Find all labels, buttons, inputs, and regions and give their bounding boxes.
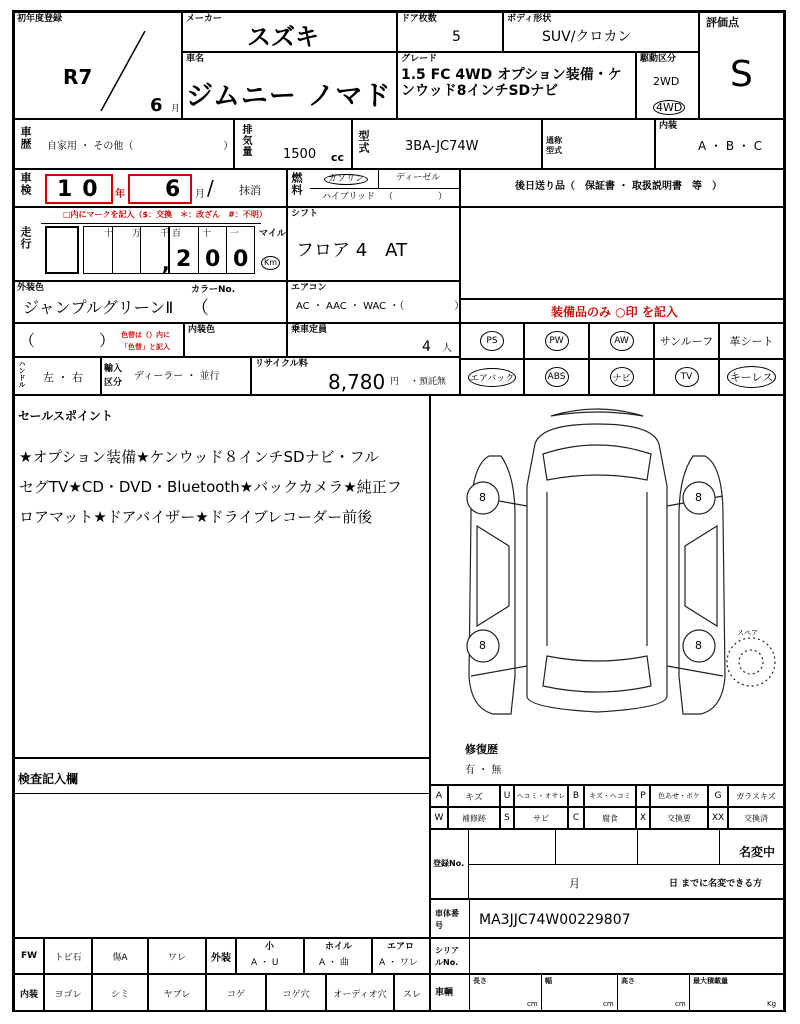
unit-1: 万 bbox=[132, 229, 142, 239]
capacity-unit: 人 bbox=[442, 343, 452, 354]
equip-airbag: エアバック bbox=[460, 359, 524, 395]
doors-value: 5 bbox=[452, 29, 461, 45]
carname-label: 車名 bbox=[186, 54, 205, 64]
dims-length: 長さ bbox=[473, 977, 487, 985]
damage-crack: ワレ bbox=[148, 938, 206, 974]
dims-box bbox=[430, 974, 784, 1012]
dims-label: 車輌 bbox=[435, 988, 454, 998]
mileage-mark-box bbox=[45, 226, 79, 274]
equip-aw: AW bbox=[589, 323, 654, 359]
fuel-gas: ガソリン bbox=[324, 174, 368, 185]
reg-era: R7 bbox=[63, 65, 93, 89]
import-options: ディーラー ・ 並行 bbox=[134, 371, 220, 382]
fuel-label: 燃料 bbox=[290, 172, 303, 196]
interior-grade-options: A ・ B ・ C bbox=[698, 139, 763, 153]
equipment-grid bbox=[460, 323, 784, 395]
recycle-deposit: ・預託無 bbox=[410, 377, 447, 387]
damage-rub: スレ bbox=[394, 974, 430, 1012]
vin-box bbox=[430, 899, 784, 938]
ext-color-no-label: カラーNo. bbox=[191, 285, 236, 295]
recycle-box bbox=[251, 357, 460, 395]
equip-pw: PW bbox=[524, 323, 589, 359]
body-label: ボディ形状 bbox=[507, 14, 552, 24]
tire-mark-fr: 8 bbox=[695, 491, 702, 504]
damage-aero bbox=[372, 938, 430, 974]
score-value: S bbox=[730, 54, 753, 95]
equip-keyless: キーレス bbox=[719, 359, 784, 395]
recycle-unit: 円 bbox=[390, 377, 400, 387]
inspection-box bbox=[14, 169, 287, 207]
legend-C-text: 腐食 bbox=[584, 807, 636, 829]
maker-box bbox=[182, 12, 397, 52]
legend-A: A bbox=[430, 785, 448, 807]
dims-width: 幅 bbox=[545, 977, 552, 985]
post-items-text: 後日送り品（ 保証書 ・ 取扱説明書 等 ） bbox=[515, 181, 722, 192]
damage-stone: トビ石 bbox=[44, 938, 92, 974]
grade-box bbox=[397, 52, 636, 119]
serial-box bbox=[430, 938, 784, 974]
legend-C: C bbox=[568, 807, 584, 829]
inspection-month-box bbox=[128, 174, 192, 204]
displacement-unit: cc bbox=[331, 151, 345, 164]
legend-U-text: ヘコミ・オサレ bbox=[514, 785, 568, 807]
recycle-value: 8,780 bbox=[328, 370, 386, 394]
vin-label: 車体番号 bbox=[435, 909, 459, 930]
damage-ext-label: 外装 bbox=[206, 938, 236, 974]
equip-sunroof: サンルーフ bbox=[654, 323, 719, 359]
dims-width-unit: cm bbox=[603, 1000, 614, 1008]
doors-box bbox=[397, 12, 503, 52]
carname-value: ジムニー ノマド bbox=[186, 81, 392, 112]
inspection-note-label: 検査記入欄 bbox=[18, 772, 79, 786]
interior-color-box bbox=[184, 323, 287, 357]
color-paren: （ ） bbox=[19, 331, 116, 350]
legend-W: W bbox=[430, 807, 448, 829]
post-items-box bbox=[460, 169, 784, 207]
body-box bbox=[503, 12, 699, 52]
tire-mark-rr: 8 bbox=[695, 639, 702, 652]
aircon-box bbox=[287, 281, 465, 323]
displacement-box bbox=[234, 119, 352, 169]
body-value: SUV/クロカン bbox=[542, 29, 632, 45]
repair-options: 有 ・ 無 bbox=[465, 765, 502, 776]
unit-0: 十 bbox=[104, 229, 114, 239]
sales-point-line2: セグTV★CD・DVD・Bluetooth★バックカメラ★純正フ bbox=[19, 478, 402, 496]
equip-tv: TV bbox=[654, 359, 719, 395]
vin-value: MA3JJC74W00229807 bbox=[479, 912, 631, 928]
spare-label: スペア bbox=[737, 629, 758, 637]
color-note-1: 色替は（）内に bbox=[121, 331, 170, 339]
inspection-year: 10 bbox=[57, 177, 108, 202]
tire-mark-rl: 8 bbox=[479, 639, 486, 652]
equipment-header: 装備品のみ ○印 を記入 bbox=[551, 305, 678, 319]
ext-color-value: ジャンプルグリーンⅡ bbox=[23, 298, 174, 317]
damage-small-label: 小 bbox=[265, 942, 275, 952]
legend-XX: XX bbox=[708, 807, 728, 829]
mileage-comma: , bbox=[162, 251, 170, 275]
score-label: 評価点 bbox=[706, 16, 739, 29]
legend-X: X bbox=[636, 807, 650, 829]
damage-wheel-label: ホイル bbox=[325, 942, 353, 952]
car-diagram bbox=[431, 396, 783, 756]
inspection-slash: / bbox=[207, 176, 214, 200]
drive-4wd: 4WD bbox=[653, 100, 685, 115]
equip-abs: ABS bbox=[524, 359, 589, 395]
color-note-2: 「色替」と記入 bbox=[121, 343, 170, 351]
post-items-area bbox=[460, 207, 784, 299]
legend-X-text: 交換要 bbox=[650, 807, 708, 829]
damage-burn: コゲ bbox=[206, 974, 266, 1012]
history-text: 自家用 ・ その他（ ） bbox=[47, 141, 234, 152]
interior-grade-label: 内装 bbox=[659, 121, 678, 131]
damage-wheel bbox=[304, 938, 372, 974]
digit-4: 0 bbox=[205, 247, 221, 272]
reg-label: 初年度登録 bbox=[17, 14, 63, 24]
tire-mark-fl: 8 bbox=[479, 491, 486, 504]
fuel-other: （ ） bbox=[384, 192, 448, 202]
legend-U: U bbox=[500, 785, 514, 807]
maker-value: スズキ bbox=[247, 23, 319, 51]
legend-W-text: 補修跡 bbox=[448, 807, 500, 829]
import-label: 輸入区分 bbox=[104, 364, 123, 388]
grade-label: グレード bbox=[401, 54, 438, 64]
reg-box bbox=[14, 12, 182, 119]
capacity-box bbox=[287, 323, 460, 357]
ext-color-label: 外装色 bbox=[17, 283, 45, 293]
legend-G-text: ガラスキズ bbox=[728, 785, 784, 807]
damage-small bbox=[236, 938, 304, 974]
damage-tear: ヤブレ bbox=[148, 974, 206, 1012]
drive-box bbox=[636, 52, 699, 119]
inspection-year-unit: 年 bbox=[115, 189, 125, 200]
legend-A-text: キズ bbox=[448, 785, 500, 807]
auction-sheet bbox=[12, 10, 786, 1012]
damage-aero-label: エアロ bbox=[387, 942, 415, 952]
damage-burn-hole: コゲ穴 bbox=[266, 974, 326, 1012]
handle-options: 左 ・ 右 bbox=[43, 371, 83, 384]
serial-label: シリアルNo. bbox=[435, 946, 459, 967]
legend-S: S bbox=[500, 807, 514, 829]
carname-box bbox=[182, 52, 397, 119]
mileage-box bbox=[14, 207, 287, 281]
model-label: 型式 bbox=[357, 130, 370, 154]
legend-B-text: キズ・ヘコミ bbox=[584, 785, 636, 807]
import-box bbox=[101, 357, 251, 395]
legend-G: G bbox=[708, 785, 728, 807]
digit-3: 2 bbox=[176, 247, 192, 272]
damage-wheel-opt: A ・ 曲 bbox=[319, 958, 349, 968]
sales-point-line3: ロアマット★ドアバイザー★ドライブレコーダー前後 bbox=[19, 508, 373, 526]
damage-grid bbox=[14, 938, 784, 1012]
mileage-km: Km bbox=[261, 256, 280, 270]
displacement-label: 排気量 bbox=[240, 124, 251, 157]
inspection-month: 6 bbox=[165, 177, 181, 202]
color-note-box bbox=[14, 323, 184, 357]
name-change-status: 名変中 bbox=[739, 845, 776, 859]
reg-slash bbox=[97, 31, 147, 113]
unit-2: 千 bbox=[160, 229, 170, 239]
legend-P-text: 色あせ・ボケ bbox=[650, 785, 708, 807]
legend-P: P bbox=[636, 785, 650, 807]
digit-5: 0 bbox=[233, 247, 249, 272]
ext-color-bracket: （ bbox=[191, 298, 209, 319]
repair-label: 修復歴 bbox=[465, 743, 498, 756]
unit-5: 一 bbox=[230, 229, 240, 239]
fuel-box bbox=[287, 169, 460, 207]
doors-label: ドア枚数 bbox=[401, 14, 437, 24]
dims-height: 高さ bbox=[621, 977, 635, 985]
registration-label: 登録No. bbox=[433, 859, 465, 868]
name-change-day: 日 までに名変できる方 bbox=[669, 879, 763, 889]
capacity-label: 乗車定員 bbox=[291, 325, 328, 335]
inspection-label: 車検 bbox=[19, 172, 32, 196]
shift-value: フロア 4 AT bbox=[296, 240, 408, 261]
grade-value: 1.5 FC 4WD オプション装備・ケンウッド8インチSDナビ bbox=[401, 67, 622, 99]
sales-point-line1: ★オプション装備★ケンウッド８インチSDナビ・フル bbox=[19, 448, 379, 466]
shift-box bbox=[287, 207, 460, 281]
mileage-note: □内にマークを記入（$：交換 ＊：改ざん #：不明） bbox=[63, 210, 267, 219]
registration-box bbox=[430, 829, 784, 899]
inspection-month-unit: 月 bbox=[195, 189, 205, 200]
legend-S-text: サビ bbox=[514, 807, 568, 829]
inspection-cancel: 抹消 bbox=[239, 184, 261, 197]
recycle-label: リサイクル料 bbox=[255, 359, 308, 369]
equipment-header-box bbox=[460, 299, 784, 323]
common-model-box bbox=[542, 119, 655, 169]
model-value: 3BA-JC74W bbox=[405, 139, 479, 154]
handle-label: ハンドル bbox=[18, 360, 26, 388]
history-label: 車歴 bbox=[19, 126, 32, 150]
inspection-note-box bbox=[14, 758, 430, 938]
mileage-label: 走行 bbox=[19, 226, 32, 250]
mileage-digits bbox=[83, 226, 255, 274]
dims-height-unit: cm bbox=[675, 1000, 686, 1008]
legend-B: B bbox=[568, 785, 584, 807]
model-box bbox=[352, 119, 542, 169]
sales-point-label: セールスポイント bbox=[18, 409, 113, 423]
reg-month: 6 bbox=[150, 95, 163, 116]
aircon-label: エアコン bbox=[291, 283, 327, 293]
equip-navi: ナビ bbox=[589, 359, 654, 395]
legend-XX-text: 交換済 bbox=[728, 807, 784, 829]
drive-2wd: 2WD bbox=[653, 75, 680, 88]
damage-dirt: ヨゴレ bbox=[44, 974, 92, 1012]
fuel-diesel: ディーゼル bbox=[396, 173, 441, 183]
handle-box bbox=[14, 357, 101, 395]
fuel-hybrid: ハイブリッド bbox=[322, 192, 376, 202]
common-model-label: 通称型式 bbox=[546, 136, 562, 155]
equip-ps: PS bbox=[460, 323, 524, 359]
legend-grid bbox=[430, 785, 784, 829]
damage-stain: シミ bbox=[92, 974, 148, 1012]
interior-color-label: 内装色 bbox=[188, 325, 216, 335]
reg-month-unit: 月 bbox=[171, 104, 181, 114]
unit-3: 百 bbox=[172, 229, 182, 239]
dims-weight-unit: Kg bbox=[767, 1000, 777, 1008]
maker-label: メーカー bbox=[186, 14, 222, 24]
sales-point-box bbox=[14, 395, 430, 758]
damage-int-label: 内装 bbox=[14, 974, 44, 1012]
damage-scratch-a: 傷A bbox=[92, 938, 148, 974]
unit-4: 十 bbox=[202, 229, 212, 239]
damage-small-opt: A ・ U bbox=[251, 958, 279, 968]
capacity-value: 4 bbox=[422, 339, 431, 355]
damage-audio-hole: オーディオ穴 bbox=[326, 974, 394, 1012]
history-box bbox=[14, 119, 234, 169]
dims-length-unit: cm bbox=[527, 1000, 538, 1008]
dims-weight: 最大積載量 bbox=[693, 977, 728, 985]
diagram-box bbox=[430, 395, 784, 785]
damage-fw: FW bbox=[14, 938, 44, 974]
aircon-options: AC ・ AAC ・ WAC ・（ ） bbox=[296, 301, 465, 312]
equip-leather: 革シート bbox=[719, 323, 784, 359]
shift-label: シフト bbox=[291, 209, 319, 219]
interior-grade-box bbox=[655, 119, 784, 169]
damage-aero-opt: A ・ ワレ bbox=[379, 958, 418, 968]
name-change-month: 月 bbox=[569, 877, 580, 890]
ext-color-box bbox=[14, 281, 287, 323]
score-box bbox=[699, 12, 784, 119]
displacement-value: 1500 bbox=[283, 147, 317, 162]
mileage-mile: マイル bbox=[259, 229, 286, 239]
drive-label: 駆動区分 bbox=[640, 54, 677, 64]
